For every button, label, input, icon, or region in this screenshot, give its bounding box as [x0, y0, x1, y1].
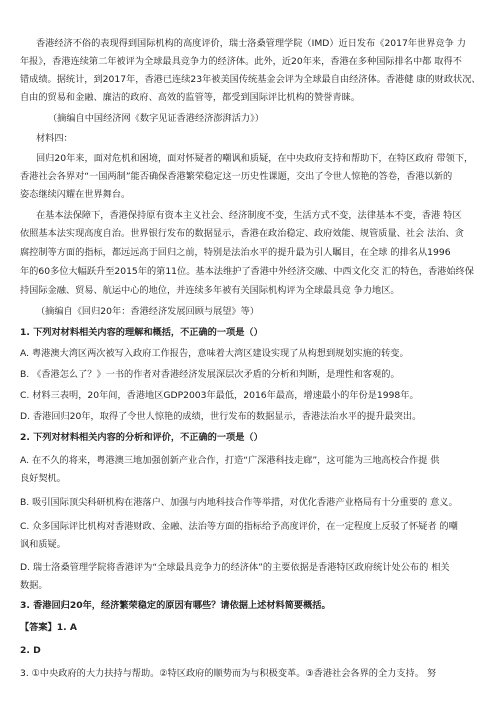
question-2-option-c: C. 众多国际评比机构对香港财政、金融、法治等方面的指标给予高度评价，在一定程度上反驳了怀疑者 的嘲 — [20, 521, 458, 532]
paragraph-line: 香港社会各界对“一国两制”能否确保香港繁荣稳定这一历史性课题，交出了令世人惊艳的答卷，香港以新的 — [20, 171, 453, 182]
paragraph-line: 自由的贸易和金融、廉洁的政府、高效的监管等，都受到国际评比机构的赞誉青睐。 — [20, 92, 360, 103]
paragraph-line: 持国际金融、贸易、航运中心的地位，并连续多年被有关国际机构评为全球最具竞 争力地区。 — [20, 285, 400, 296]
answer-heading: 【答案】1. A — [20, 622, 77, 633]
answer-2: 2. D — [20, 645, 41, 656]
question-1-option-a: A. 粤港澳大湾区两次被写入政府工作报告，意味着大湾区建设实现了从构想到规划实施的转变。 — [20, 348, 409, 359]
question-2-option-d-cont: 数据。 — [20, 580, 48, 591]
question-2-option-a: A. 在不久的将来，粤港澳三地加强创新产业合作，打造“广深港科技走廊”，这可能为三地高校合作提 供 — [20, 455, 440, 466]
section-heading: 材料四： — [36, 133, 73, 144]
question-1-option-d: D. 香港回归20年，取得了令世人惊艳的成绩，世行发布的数据显示，香港法治水平的提升最突出。 — [20, 411, 422, 422]
paragraph-line: 年报》，香港连续第二年被评为全球最具竞争力的经济体。此外，近20年来，香港在多种国际排名中都 取得不 — [20, 56, 462, 67]
question-3: 3. 香港回归20年，经济繁荣稳定的原因有哪些？请依据上述材料简要概括。 — [20, 600, 331, 611]
question-2-option-a-cont: 良好契机。 — [20, 473, 66, 484]
paragraph-line: 在基本法保障下，香港保持原有资本主义社会、经济制度不变，生活方式不变，法律基本不变，香港 特区 — [36, 210, 462, 221]
question-2: 2. 下列对材料相关内容的分析和评价，不正确的一项是（） — [20, 432, 263, 443]
paragraph-line: 错成绩。据统计，到2017年，香港已连续23年被美国传统基金会评为全球最自由经济体。香港健 康的财政状况、 — [20, 74, 481, 85]
paragraph-line: 姿态继续闪耀在世界舞台。 — [20, 189, 131, 200]
source-citation: （摘编自《回归20年：香港经济发展回顾与展望》等） — [36, 306, 260, 317]
question-1-option-c: C. 材料三表明，20年间，香港地区GDP2003年最低，2016年最高，增速最小的年份是1998年。 — [20, 390, 419, 401]
paragraph-line: 依照基本法实现高度自治。世界银行发布的数据显示，香港在政治稳定、政府效能、规管质量、社会 法治、贪 — [20, 228, 464, 239]
paragraph-line: 年的60多位大幅跃升至2015年的第11位。基本法维护了香港中外经济交融、中西文化交 汇的特色，香港始终保 — [20, 266, 474, 277]
source-citation: （摘编自中国经济网《数字见证香港经济澎湃活力》） — [48, 113, 264, 124]
paragraph-line: 回归20年来，面对危机和困境，面对怀疑者的嘲讽和质疑，在中央政府支持和帮助下，在特区政府 带领下， — [36, 153, 474, 164]
question-1: 1. 下列对材料相关内容的理解和概括，不正确的一项是（） — [20, 327, 263, 338]
paragraph-line: 香港经济不俗的表现得到国际机构的高度评价，瑞士洛桑管理学院（IMD）近日发布《2017年世界竞争 力 — [36, 38, 466, 49]
paragraph-line: 腐控制等方面的指标，都远远高于回归之前，特别是法治水平的提升最为引人瞩目，在全球 的排名从1996 — [20, 247, 451, 258]
answer-3: 3. ①中央政府的大力扶持与帮助。②特区政府的顺势而为与积极变革。③香港社会各界的全力支持。 努 — [20, 668, 437, 679]
question-1-option-b: B. 《香港怎么了？》一书的作者对香港经济发展深层次矛盾的分析和判断，是理性和客观的。 — [20, 369, 400, 380]
question-2-option-c-cont: 讽和质疑。 — [20, 539, 66, 550]
question-2-option-b: B. 吸引国际顶尖科研机构在港落户、加强与内地科技合作等举措，对优化香港产业格局有十分重要的 意义。 — [20, 497, 458, 508]
question-2-option-d: D. 瑞士洛桑管理学院将香港评为“全球最具竞争力的经济体”的主要依据是香港特区政府统计处公布的 相关 — [20, 562, 450, 573]
